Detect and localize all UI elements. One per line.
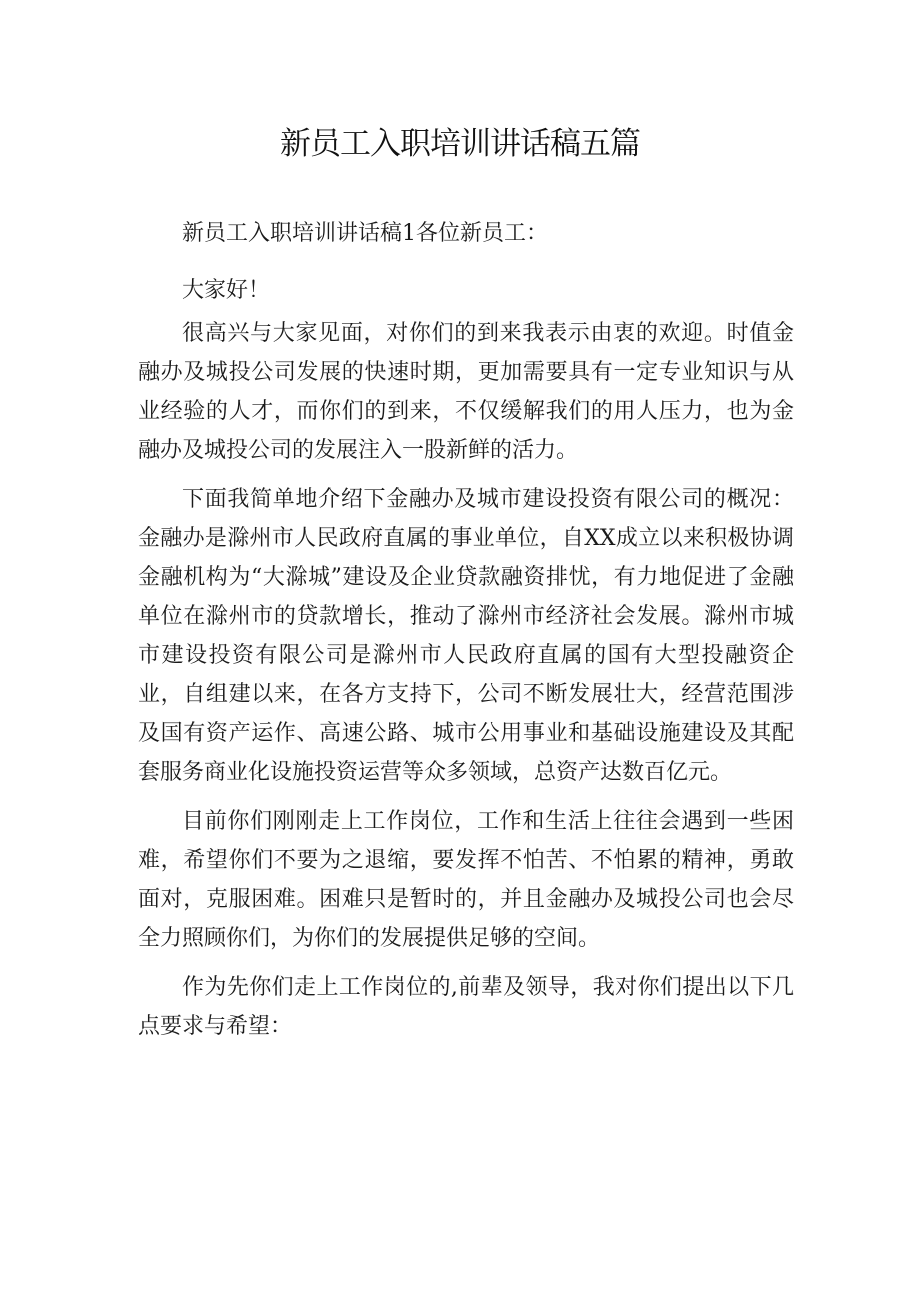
paragraph-encouragement: 目前你们刚刚走上工作岗位，工作和生活上往往会遇到一些困难，希望你们不要为之退缩，要发挥不怕苦、不怕累的精神，勇敢面对，克服困难。困难只是暂时的，并且金融办及城投公司也会尽全力照顾你们，为你们的发展提供足够的空间。	[138, 809, 794, 951]
document-body	[138, 214, 794, 1046]
paragraph-welcome: 很高兴与大家见面，对你们的到来我表示由衷的欢迎。时值金融办及城投公司发展的快速时期，更加需要具有一定专业知识与从业经验的人才，而你们的到来，不仅缓解我们的用人压力，也为金融办及城投公司的发展注入一股新鲜的活力。	[138, 321, 794, 463]
paragraph-intro: 新员工入职培训讲话稿1各位新员工：	[182, 221, 548, 246]
paragraph-greeting: 大家好！	[182, 278, 271, 303]
document-title: 新员工入职培训讲话稿五篇	[280, 126, 640, 162]
paragraph-company-overview: 下面我简单地介绍下金融办及城市建设投资有限公司的概况：金融办是滁州市人民政府直属的事业单位，自XX成立以来积极协调金融机构为“大滁城”建设及企业贷款融资排忧，有力地促进了金融单位在滁州市的贷款增长，推动了滁州市经济社会发展。滁州市城市建设投资有限公司是滁州市人民政府直属的国有大型投融资企业，自组建以来，在各方支持下，公司不断发展壮大，经营范围涉及国有资产运作、高速公路、城市公用事业和基础设施建设及其配套服务商业化设施投资运营等众多领域，总资产达数百亿元。	[138, 487, 794, 785]
paragraph-requirements: 作为先你们走上工作岗位的,前辈及领导，我对你们提出以下几点要求与希望：	[138, 975, 794, 1039]
